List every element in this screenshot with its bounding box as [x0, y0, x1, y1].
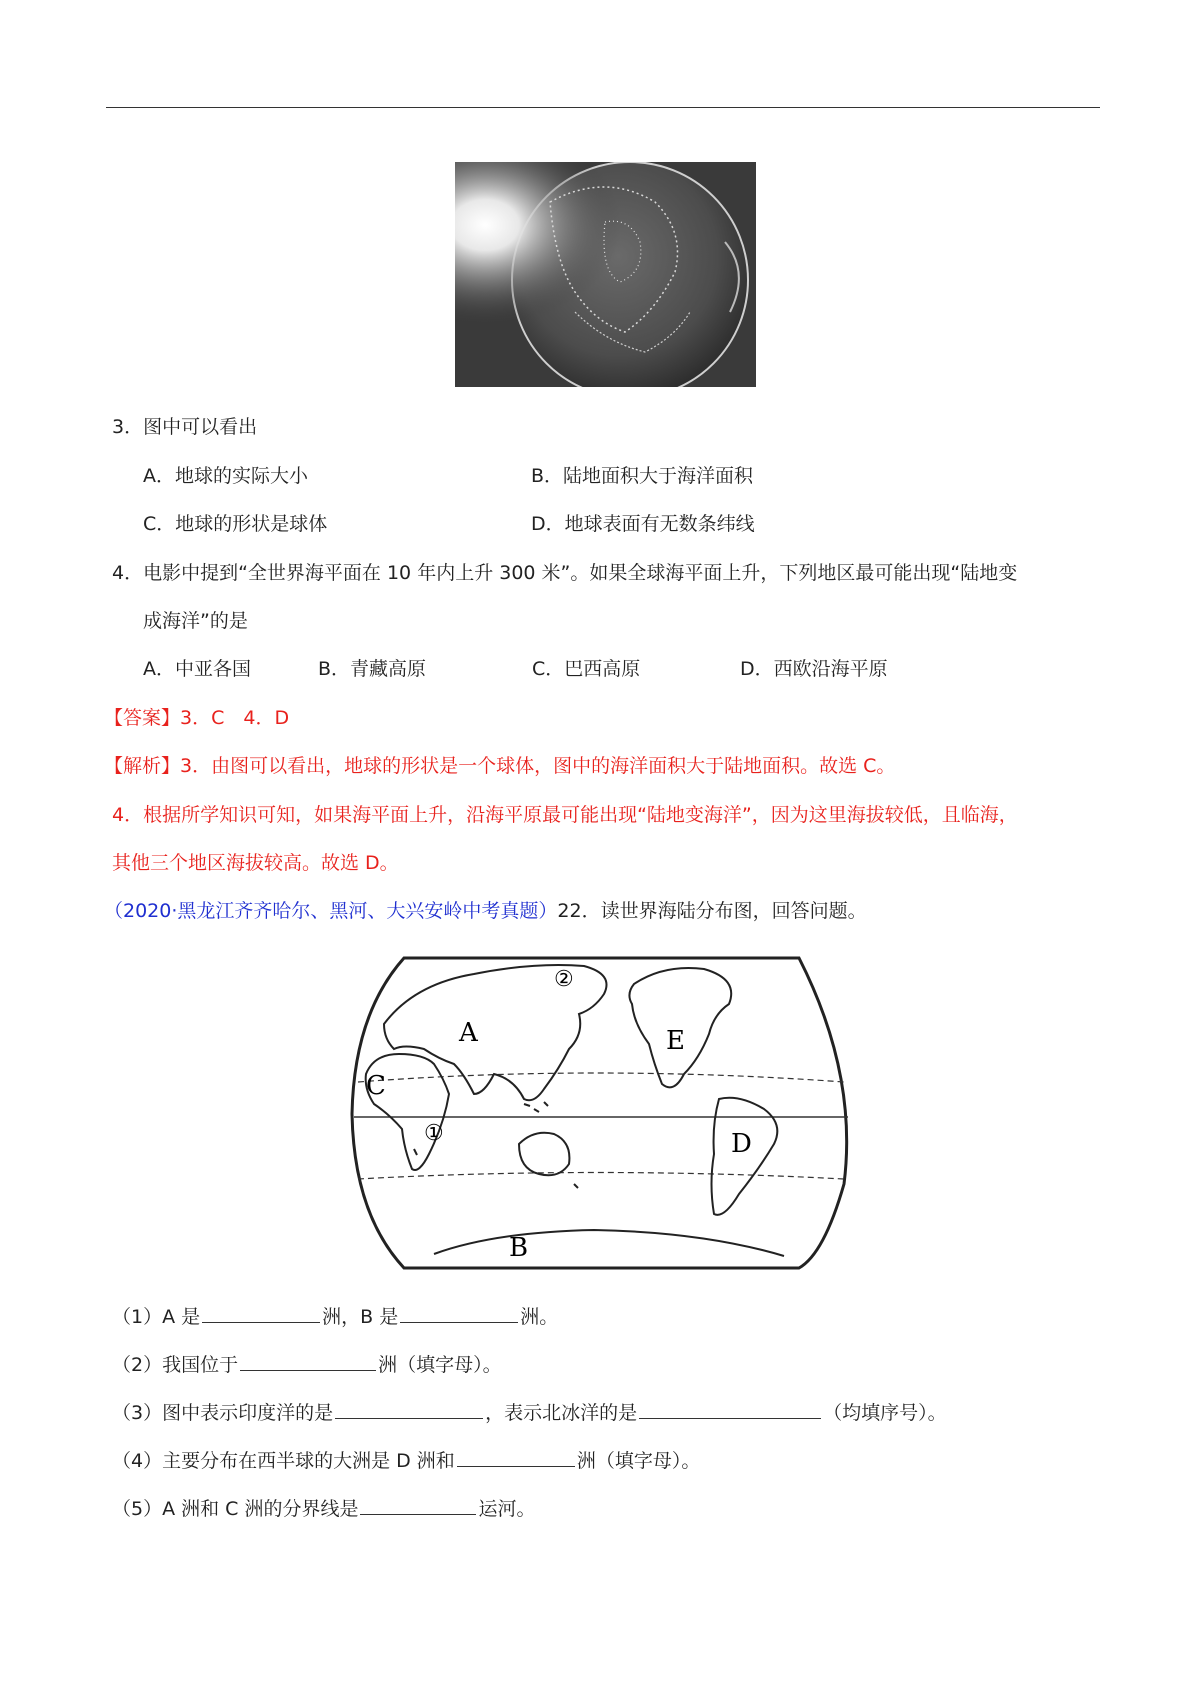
- sub1-text-a: （1）A 是: [112, 1306, 201, 1328]
- sub1-text-c: 洲。: [520, 1306, 559, 1328]
- q22-stem: 22．读世界海陆分布图，回答问题。: [557, 900, 867, 922]
- sub3-text-a: （3）图中表示印度洋的是: [112, 1402, 334, 1424]
- q3-option-b: B．陆地面积大于海洋面积: [531, 465, 754, 487]
- q3-option-d: D．地球表面有无数条纬线: [531, 513, 755, 535]
- q4-stem-line2: 成海洋”的是: [143, 610, 248, 632]
- sub2-text-b: 洲（填字母）。: [378, 1354, 502, 1376]
- q22-sub2: [112, 1350, 502, 1378]
- q3-option-c: C．地球的形状是球体: [143, 513, 328, 535]
- map-label-b: B: [509, 1233, 529, 1263]
- map-label-ocean1: ①: [424, 1121, 444, 1146]
- answer-line: 【答案】3．C 4．D: [104, 707, 290, 729]
- answer-blank-b[interactable]: [400, 1302, 518, 1323]
- sub4-text-a: （4）主要分布在西半球的大洲是 D 洲和: [112, 1450, 455, 1472]
- q22-source: （2020·黑龙江齐齐哈尔、黑河、大兴安岭中考真题）: [104, 900, 558, 922]
- q4-stem-line1: 4．电影中提到“全世界海平面在 10 年内上升 300 米”。如果全球海平面上升，下列地区最可能出现“陆地变: [112, 562, 1018, 584]
- q22-sub5: [112, 1494, 536, 1522]
- q22-heading: [104, 898, 867, 924]
- q4-option-a: A．中亚各国: [143, 658, 251, 680]
- map-label-c: C: [366, 1071, 386, 1101]
- analysis-line2: 4．根据所学知识可知，如果海平面上升，沿海平原最可能出现“陆地变海洋”，因为这里海拔较低，且临海，: [112, 804, 1018, 826]
- sub2-text-a: （2）我国位于: [112, 1354, 239, 1376]
- analysis-line3: 其他三个地区海拔较高。故选 D。: [112, 852, 399, 874]
- q22-sub4: [112, 1446, 700, 1474]
- answer-blank-a[interactable]: [202, 1302, 320, 1323]
- q22-sub3: [112, 1398, 947, 1426]
- answer-blank-canal[interactable]: [360, 1494, 476, 1515]
- sub1-text-b: 洲，B 是: [322, 1306, 399, 1328]
- map-label-e: E: [666, 1026, 685, 1056]
- map-label-a: A: [459, 1018, 478, 1048]
- sub5-text-b: 运河。: [478, 1498, 536, 1520]
- sub5-text-a: （5）A 洲和 C 洲的分界线是: [112, 1498, 359, 1520]
- q22-sub1: [112, 1302, 558, 1330]
- q3-option-a: A．地球的实际大小: [143, 465, 308, 487]
- q3-stem: 3．图中可以看出: [112, 416, 258, 438]
- map-label-d: D: [731, 1129, 752, 1159]
- map-label-ocean2: ②: [554, 967, 574, 992]
- q4-option-b: B．青藏高原: [318, 658, 427, 680]
- world-map: [344, 954, 858, 1272]
- earth-photo: [455, 162, 756, 387]
- answer-blank-indian-ocean[interactable]: [335, 1398, 483, 1419]
- answer-blank-western-hemisphere[interactable]: [457, 1446, 575, 1467]
- sub3-text-b: ，表示北冰洋的是: [485, 1402, 638, 1424]
- sub4-text-b: 洲（填字母）。: [576, 1450, 701, 1472]
- answer-blank-china[interactable]: [240, 1350, 376, 1371]
- analysis-line1: 【解析】3．由图可以看出，地球的形状是一个球体，图中的海洋面积大于陆地面积。故选 C。: [104, 755, 896, 777]
- q4-option-c: C．巴西高原: [532, 658, 641, 680]
- sub3-text-c: （均填序号）。: [823, 1402, 947, 1424]
- header-rule: [106, 107, 1100, 108]
- q4-option-d: D．西欧沿海平原: [740, 658, 888, 680]
- answer-blank-arctic-ocean[interactable]: [639, 1398, 821, 1419]
